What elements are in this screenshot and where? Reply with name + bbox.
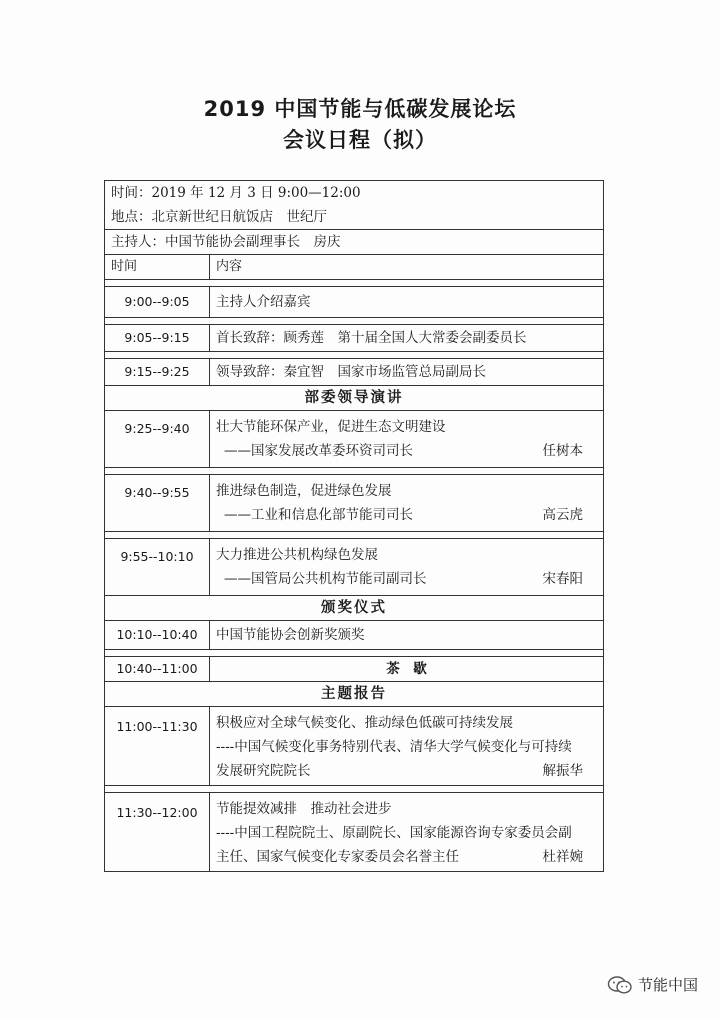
talk-affiliation: ——国家发展改革委环资司司长 — [224, 443, 413, 459]
wechat-icon — [607, 975, 633, 995]
table-row — [105, 230, 604, 255]
talk-speaker: 宋春阳 — [542, 571, 583, 587]
report-topic: 积极应对全球气候变化、推动绿色低碳可持续发展 — [216, 715, 513, 731]
table-row — [105, 539, 604, 596]
slot-time: 10:10--10:40 — [105, 621, 210, 650]
section-ministry-title: 部委领导演讲 — [105, 386, 604, 411]
spacer — [105, 352, 604, 359]
report-affiliation-cont: 主任、国家气候变化专家委员会名誉主任 — [216, 849, 459, 865]
report-affiliation: ----中国工程院院士、原副院长、国家能源咨询专家委员会副 — [216, 825, 572, 841]
report-affiliation: ----中国气候变化事务特别代表、清华大学气候变化与可持续 — [216, 739, 572, 755]
slot-content — [210, 411, 604, 468]
break-label: 茶 歇 — [210, 657, 604, 682]
table-row — [105, 181, 604, 230]
document-subtitle: 会议日程（拟） — [283, 128, 437, 152]
report-topic: 节能提效减排 推动社会进步 — [216, 801, 392, 817]
meeting-host: 主持人：中国节能协会副理事长 房庆 — [105, 230, 604, 255]
slot-content: 中国节能协会创新奖颁奖 — [210, 621, 604, 650]
talk-speaker: 高云虎 — [542, 507, 583, 523]
slot-time: 9:05--9:15 — [105, 325, 210, 352]
slot-time: 9:40--9:55 — [105, 475, 210, 532]
talk-topic: 壮大节能环保产业，促进生态文明建设 — [216, 419, 446, 435]
table-row — [105, 287, 604, 318]
section-award-title: 颁奖仪式 — [105, 596, 604, 621]
spacer — [105, 318, 604, 325]
spacer — [105, 532, 604, 539]
meeting-time: 时间：2019 年 12 月 3 日 9:00—12:00 — [111, 185, 361, 201]
report-speaker: 解振华 — [542, 763, 583, 779]
schedule-table — [104, 180, 604, 872]
slot-time: 9:15--9:25 — [105, 359, 210, 386]
talk-attribution — [216, 503, 597, 527]
talk-speaker: 任树本 — [542, 443, 583, 459]
section-header-row — [105, 386, 604, 411]
report-attribution — [216, 845, 597, 869]
section-header-row — [105, 682, 604, 707]
table-row — [105, 325, 604, 352]
talk-affiliation: ——工业和信息化部节能司司长 — [224, 507, 413, 523]
slot-time: 9:00--9:05 — [105, 287, 210, 318]
table-row — [105, 621, 604, 650]
slot-content: 领导致辞：秦宜智 国家市场监管总局副局长 — [210, 359, 604, 386]
section-header-row — [105, 596, 604, 621]
slot-content — [210, 793, 604, 872]
watermark-text: 节能中国 — [637, 976, 698, 994]
document-title: 2019 中国节能与低碳发展论坛 — [203, 97, 517, 121]
spacer — [105, 650, 604, 657]
table-row — [105, 359, 604, 386]
slot-time: 9:25--9:40 — [105, 411, 210, 468]
slot-time: 9:55--10:10 — [105, 539, 210, 596]
spacer — [105, 468, 604, 475]
slot-content: 主持人介绍嘉宾 — [210, 287, 604, 318]
slot-time: 10:40--11:00 — [105, 657, 210, 682]
talk-attribution — [216, 567, 597, 591]
report-speaker: 杜祥婉 — [542, 849, 583, 865]
section-reports-title: 主题报告 — [105, 682, 604, 707]
table-row — [105, 793, 604, 872]
talk-topic: 大力推进公共机构绿色发展 — [216, 547, 378, 563]
spacer — [105, 280, 604, 287]
slot-content — [210, 539, 604, 596]
report-attribution — [216, 759, 597, 783]
spacer — [105, 786, 604, 793]
table-row — [105, 707, 604, 786]
talk-affiliation: ——国管局公共机构节能司副司长 — [224, 571, 427, 587]
watermark — [607, 974, 698, 995]
talk-topic: 推进绿色制造，促进绿色发展 — [216, 483, 392, 499]
table-header-row — [105, 255, 604, 280]
report-affiliation-cont: 发展研究院院长 — [216, 763, 311, 779]
meeting-location: 地点：北京新世纪日航饭店 世纪厅 — [111, 209, 327, 225]
meeting-info-cell — [105, 181, 604, 230]
slot-time: 11:30--12:00 — [105, 793, 210, 872]
header-content: 内容 — [210, 255, 604, 280]
slot-content: 首长致辞：顾秀莲 第十届全国人大常委会副委员长 — [210, 325, 604, 352]
slot-content — [210, 475, 604, 532]
slot-content — [210, 707, 604, 786]
talk-attribution — [216, 439, 597, 463]
table-row — [105, 411, 604, 468]
slot-time: 11:00--11:30 — [105, 707, 210, 786]
table-row — [105, 657, 604, 682]
table-row — [105, 475, 604, 532]
header-time: 时间 — [105, 255, 210, 280]
